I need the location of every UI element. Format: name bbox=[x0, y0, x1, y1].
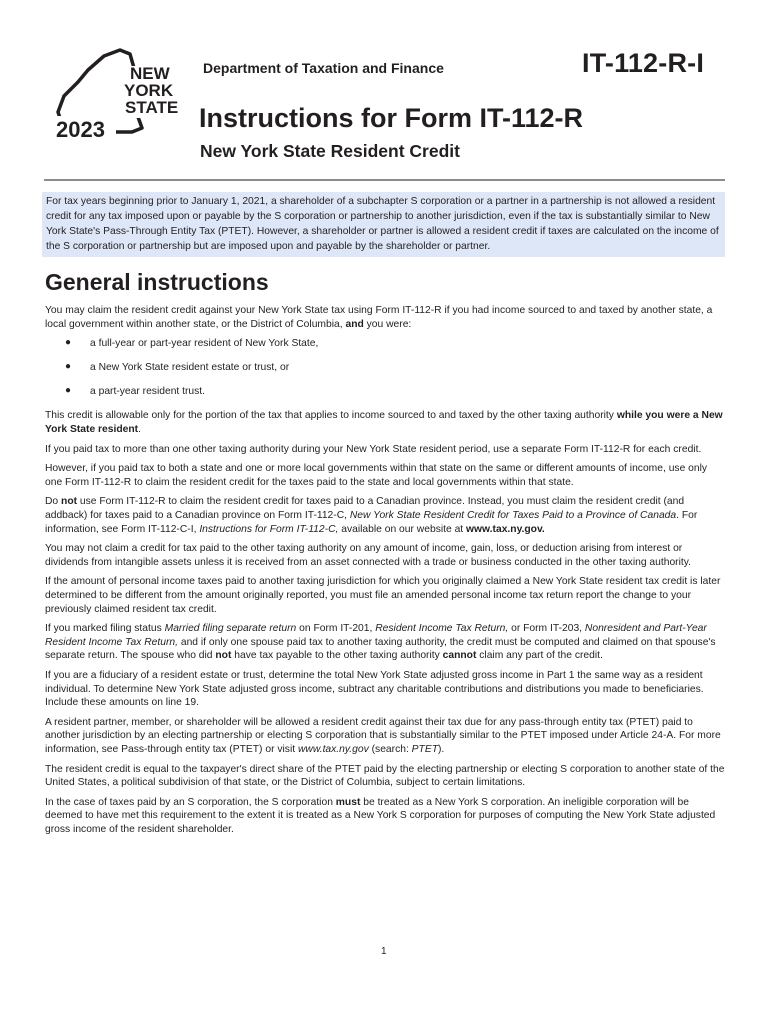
section-heading: General instructions bbox=[45, 269, 269, 295]
page-number: 1 bbox=[381, 946, 387, 957]
header-divider bbox=[44, 179, 725, 181]
logo-line-new: NEW bbox=[130, 64, 170, 83]
bullet-icon: ● bbox=[65, 385, 72, 397]
fiduciary-paragraph: If you are a fiduciary of a resident estate or trust, determine the total New York State adjusted gross income in Part 1 the same way as a resident individual. To determine New York State adjusted gross income, subtract any charitable contributions and distributions you made to beneficiaries. Include these amounts on line 19. bbox=[45, 669, 704, 709]
page-subtitle: New York State Resident Credit bbox=[200, 141, 460, 161]
page-title: Instructions for Form IT-112-R bbox=[199, 103, 584, 133]
list-item: ● a full-year or part-year resident of New York State, bbox=[65, 337, 319, 350]
list-item: ● a New York State resident estate or trust, or bbox=[65, 361, 290, 374]
bullet-icon: ● bbox=[65, 337, 72, 349]
department-name: Department of Taxation and Finance bbox=[203, 60, 444, 76]
s-corporation-paragraph: In the case of taxes paid by an S corporation, the S corporation must be treated as a New York S corporation. An ineligible corporation will be deemed to have met this requirement to the extent it is treated as a New York S corporation for purposes of computing the New York State adjusted gross income of the resident shareholder. bbox=[45, 796, 716, 835]
general-instructions-section bbox=[45, 268, 727, 843]
website-link[interactable]: www.tax.ny.gov bbox=[297, 743, 369, 755]
notice-box: For tax years beginning prior to January 1, 2021, a shareholder of a subchapter S corporation or a partner in a partnership is not allowed a resident credit for any tax imposed upon or payable by the S corporation or partnership to another jurisdiction, even if the tax is substantially similar to New York State's Pass-Through Entity Tax (PTET). However, a shareholder or partner is allowed a resident credit if taxes are calculated on the income of the S corporation or partnership but are imposed upon and payable by the shareholder or partner. bbox=[42, 192, 725, 257]
intangible-paragraph: You may not claim a credit for tax paid to the other taxing authority on any amount of income, gain, loss, or deduction arising from interest or dividends from intangible assets unless it is received from an asset connected with a trade or business conducted in the other taxing authority. bbox=[45, 543, 692, 568]
ptet-link[interactable]: Pass-through entity tax (PTET) bbox=[121, 743, 263, 755]
logo-line-york: YORK bbox=[124, 81, 174, 100]
logo-year: 2023 bbox=[56, 117, 105, 142]
canada-paragraph: Do not use Form IT-112-R to claim the resident credit for taxes paid to a Canadian province. Instead, you must claim the resident credit (and addback) for taxes paid to a Canadian province on Form IT-112-C, New York State Resident Credit for Taxes Paid to a Province of Canada. For information, see Form IT-112-C-I, Instructions for Form IT-112-C, available on our website at www.tax.ny.gov. bbox=[45, 496, 698, 535]
eligibility-list bbox=[45, 337, 727, 399]
nys-logo bbox=[44, 46, 189, 144]
state-local-paragraph: However, if you paid tax to both a state and one or more local governments within that state on the same or different amounts of income, use only one Form IT-112-R to claim the resident credit for the taxes paid to the state and local governments within that state. bbox=[45, 463, 708, 488]
website-link[interactable]: www.tax.ny.gov. bbox=[466, 523, 545, 535]
logo-line-state: STATE bbox=[125, 98, 179, 117]
allowable-paragraph: This credit is allowable only for the portion of the tax that applies to income sourced to and taxed by the other taxing authority while you were a New York State resident. bbox=[45, 410, 723, 436]
bullet-icon: ● bbox=[65, 361, 72, 373]
multiple-authorities-paragraph: If you paid tax to more than one other taxing authority during your New York State resident period, use a separate Form IT-112-R for each credit. bbox=[45, 443, 702, 455]
intro-paragraph: You may claim the resident credit against your New York State tax using Form IT-112-R if you had income sourced to and taxed by another state, a local government within another state, or the District of Columbia, and you were: bbox=[45, 305, 713, 330]
credit-equal-paragraph: The resident credit is equal to the taxpayer's direct share of the PTET paid by the electing partnership or electing S corporation to another state of the United States, a political subdivision of that state, or the District of Columbia, subject to certain limitations. bbox=[45, 763, 725, 789]
form-number: IT-112-R-I bbox=[582, 48, 705, 78]
ptet-paragraph: A resident partner, member, or shareholder will be allowed a resident credit against their tax due for any pass-through entity tax (PTET) paid to another jurisdiction by an electing partnership or electing S corporation that is substantially similar to the PTET imposed under Article 24-A. For more information, see Pass-through entity tax (PTET) or visit www.tax.ny.gov (search: PTET). bbox=[45, 716, 721, 755]
amended-return-paragraph: If the amount of personal income taxes paid to another taxing jurisdiction for which you originally claimed a New York State resident tax credit is later determined to be different from the amount originally reported, you must file an amended personal income tax return report the change to your previously claimed resident tax credit. bbox=[45, 576, 721, 615]
filing-status-paragraph: If you marked filing status Married filing separate return on Form IT-201, Resident Income Tax Return, or Form IT-203, Nonresident and Part-Year Resident Income Tax Return, and if only one spouse paid tax to another taxing authority, the credit must be computed and claimed on that spouse's separate return. The spouse who did not have tax payable to the other taxing authority cannot claim any part of the credit. bbox=[45, 623, 716, 662]
list-item: ● a part-year resident trust. bbox=[65, 385, 206, 398]
